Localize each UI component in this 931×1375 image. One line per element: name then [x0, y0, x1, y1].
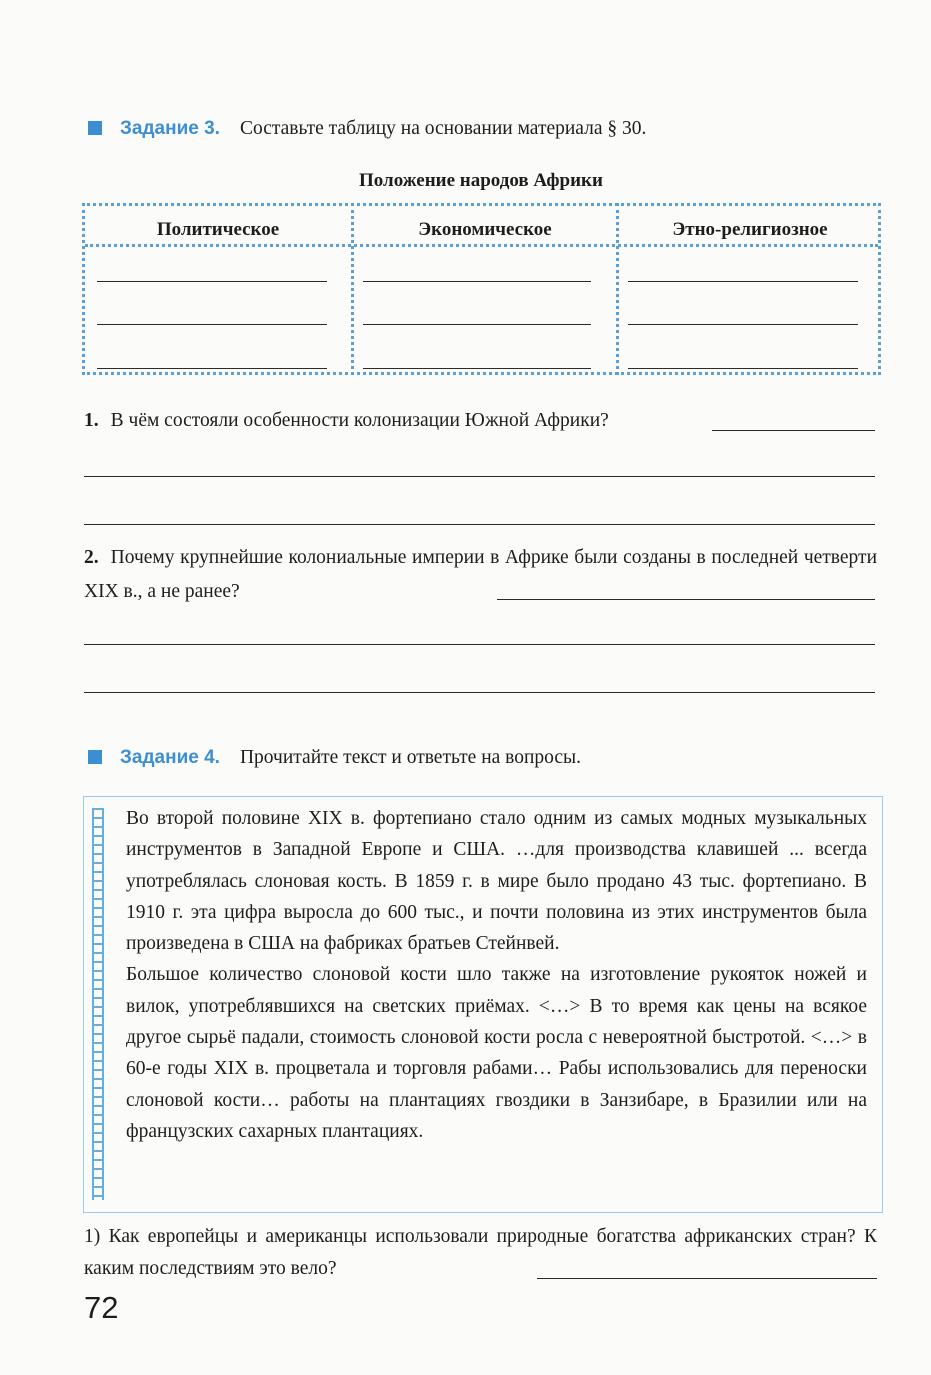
- header-divider: [85, 244, 878, 247]
- answer-line[interactable]: [363, 281, 591, 282]
- reading-paragraph-2: Большое количество слоновой кости шло также на изготовление рукояток ножей и вилок, употреблявшихся на светских приёмах. <…> В то время как цены на всякое другое сырьё падали, стоимость слоновой кости росла с невероятной быстротой. <…> в 60-е годы XIX в. процветала и торговля рабами… Рабы использовались для переноски слоновой кости… работы на плантациях гвоздики в Занзибаре, в Бразилии или на французских сахарных плантациях.: [126, 964, 867, 1142]
- answer-line[interactable]: [84, 524, 875, 525]
- question-text: В чём состояли особенности колонизации Южной Африки?: [110, 410, 609, 431]
- task-4-instruction: Прочитайте текст и ответьте на вопросы.: [239, 747, 582, 768]
- answer-line[interactable]: [97, 368, 327, 369]
- peoples-table: [82, 203, 881, 375]
- answer-line[interactable]: [84, 476, 875, 477]
- answer-line[interactable]: [537, 1278, 877, 1279]
- reading-text: [126, 803, 867, 1147]
- chain-border-decoration: [92, 808, 104, 1200]
- reading-paragraph-1: Во второй половине XIX в. фортепиано стало одним из самых модных музыкальных инструментов в Западной Европе и США. …для производства клавишей ... всегда употреблялась слоновая кость. В 1859 г. в мире было продано 43 тыс. фортепиано. В 1910 г. эта цифра выросла до 600 тыс., и почти половина из этих инструментов была произведена в США на фабриках братьев Стейнвей.: [126, 808, 867, 955]
- table-title: Положение народов Африки: [359, 170, 603, 191]
- task-4-label: Задание 4.: [120, 747, 220, 768]
- answer-line[interactable]: [97, 324, 327, 325]
- task-4-header: [88, 747, 581, 777]
- question-number: 2.: [84, 547, 99, 568]
- column-header-economic: Экономическое: [418, 219, 552, 240]
- task-3-header: [88, 118, 646, 148]
- answer-line[interactable]: [363, 324, 591, 325]
- sub-question-1: 1) Как европейцы и американцы использовали природные богатства африканских стран? К каким последствиям это вело?: [84, 1226, 877, 1279]
- answer-line[interactable]: [97, 281, 327, 282]
- task-marker-icon: [88, 750, 102, 764]
- task-marker-icon: [88, 121, 102, 135]
- question-text: Почему крупнейшие колониальные империи в Африке были созданы в последней четверти XIX в., а не ранее?: [84, 547, 877, 602]
- answer-line[interactable]: [712, 430, 875, 431]
- question-number: 1.: [84, 410, 99, 431]
- answer-line[interactable]: [363, 368, 591, 369]
- task-3-instruction: Составьте таблицу на основании материала § 30.: [239, 118, 647, 139]
- answer-line[interactable]: [84, 692, 875, 693]
- answer-line[interactable]: [84, 644, 875, 645]
- answer-line[interactable]: [628, 281, 858, 282]
- answer-line[interactable]: [628, 368, 858, 369]
- question-1: [84, 404, 877, 438]
- answer-line[interactable]: [497, 599, 875, 600]
- task-3-label: Задание 3.: [120, 118, 220, 139]
- answer-line[interactable]: [628, 324, 858, 325]
- page-number: 72: [84, 1290, 119, 1325]
- column-header-ethno-religious: Этно-религиозное: [672, 219, 828, 240]
- column-header-political: Политическое: [156, 219, 280, 240]
